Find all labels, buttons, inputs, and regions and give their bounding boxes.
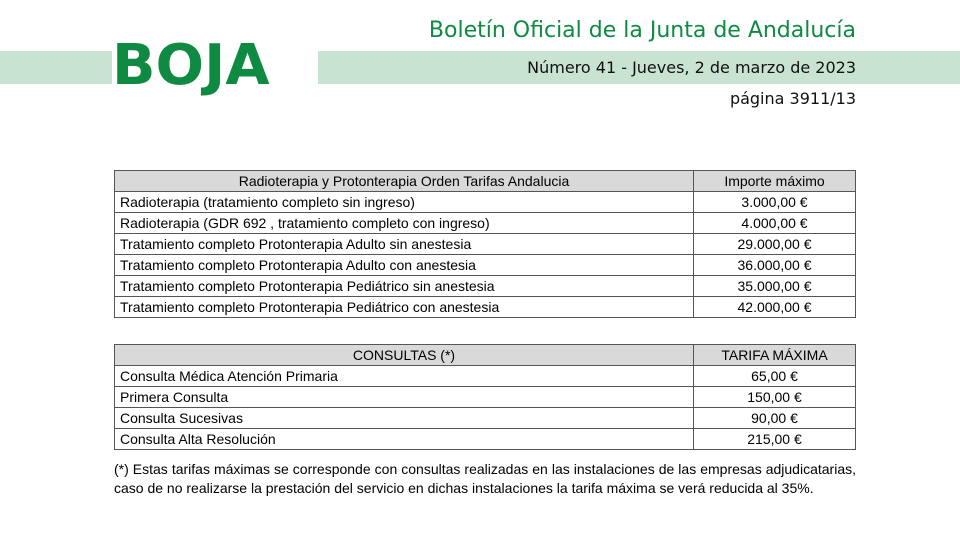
concept-cell: Tratamiento completo Protonterapia Adulto sin anestesia: [115, 234, 694, 255]
column-header-concept: CONSULTAS (*): [115, 345, 694, 366]
table-row: [115, 366, 856, 387]
radiotherapy-tariff-table: [114, 170, 856, 318]
concept-cell: Consulta Sucesivas: [115, 408, 694, 429]
amount-cell: 36.000,00 €: [694, 255, 856, 276]
concept-cell: Tratamiento completo Protonterapia Adulto con anestesia: [115, 255, 694, 276]
header-band-left: [0, 51, 112, 84]
issue-date: Número 41 - Jueves, 2 de marzo de 2023: [527, 58, 856, 77]
table-header-row: [115, 345, 856, 366]
table-row: [115, 276, 856, 297]
concept-cell: Tratamiento completo Protonterapia Pediátrico sin anestesia: [115, 276, 694, 297]
table-row: [115, 234, 856, 255]
concept-cell: Radioterapia (tratamiento completo sin ingreso): [115, 192, 694, 213]
publication-title: Boletín Oficial de la Junta de Andalucía: [428, 18, 856, 43]
concept-cell: Consulta Médica Atención Primaria: [115, 366, 694, 387]
amount-cell: 42.000,00 €: [694, 297, 856, 318]
concept-cell: Primera Consulta: [115, 387, 694, 408]
table-row: [115, 408, 856, 429]
footnote: (*) Estas tarifas máximas se corresponde con consultas realizadas en las instalaciones de las empresas adjudicatarias, caso de no realizarse la prestación del servicio en dichas instalaciones la tarifa máxima se verá reducida al 35%.: [114, 461, 856, 496]
column-header-amount: TARIFA MÁXIMA: [694, 345, 856, 366]
concept-cell: Tratamiento completo Protonterapia Pediátrico con anestesia: [115, 297, 694, 318]
boja-logo: BOJA: [112, 33, 270, 98]
concept-cell: Consulta Alta Resolución: [115, 429, 694, 450]
column-header-concept: Radioterapia y Protonterapia Orden Tarifas Andalucia: [115, 171, 694, 192]
table-header-row: [115, 171, 856, 192]
amount-cell: 90,00 €: [694, 408, 856, 429]
table-row: [115, 213, 856, 234]
table-row: [115, 387, 856, 408]
consultation-tariff-table: [114, 344, 856, 450]
amount-cell: 150,00 €: [694, 387, 856, 408]
table-row: [115, 429, 856, 450]
column-header-amount: Importe máximo: [694, 171, 856, 192]
table-row: [115, 297, 856, 318]
table-row: [115, 255, 856, 276]
amount-cell: 35.000,00 €: [694, 276, 856, 297]
amount-cell: 215,00 €: [694, 429, 856, 450]
amount-cell: 3.000,00 €: [694, 192, 856, 213]
amount-cell: 4.000,00 €: [694, 213, 856, 234]
page-number: página 3911/13: [729, 89, 856, 108]
amount-cell: 29.000,00 €: [694, 234, 856, 255]
concept-cell: Radioterapia (GDR 692 , tratamiento completo con ingreso): [115, 213, 694, 234]
amount-cell: 65,00 €: [694, 366, 856, 387]
table-row: [115, 192, 856, 213]
